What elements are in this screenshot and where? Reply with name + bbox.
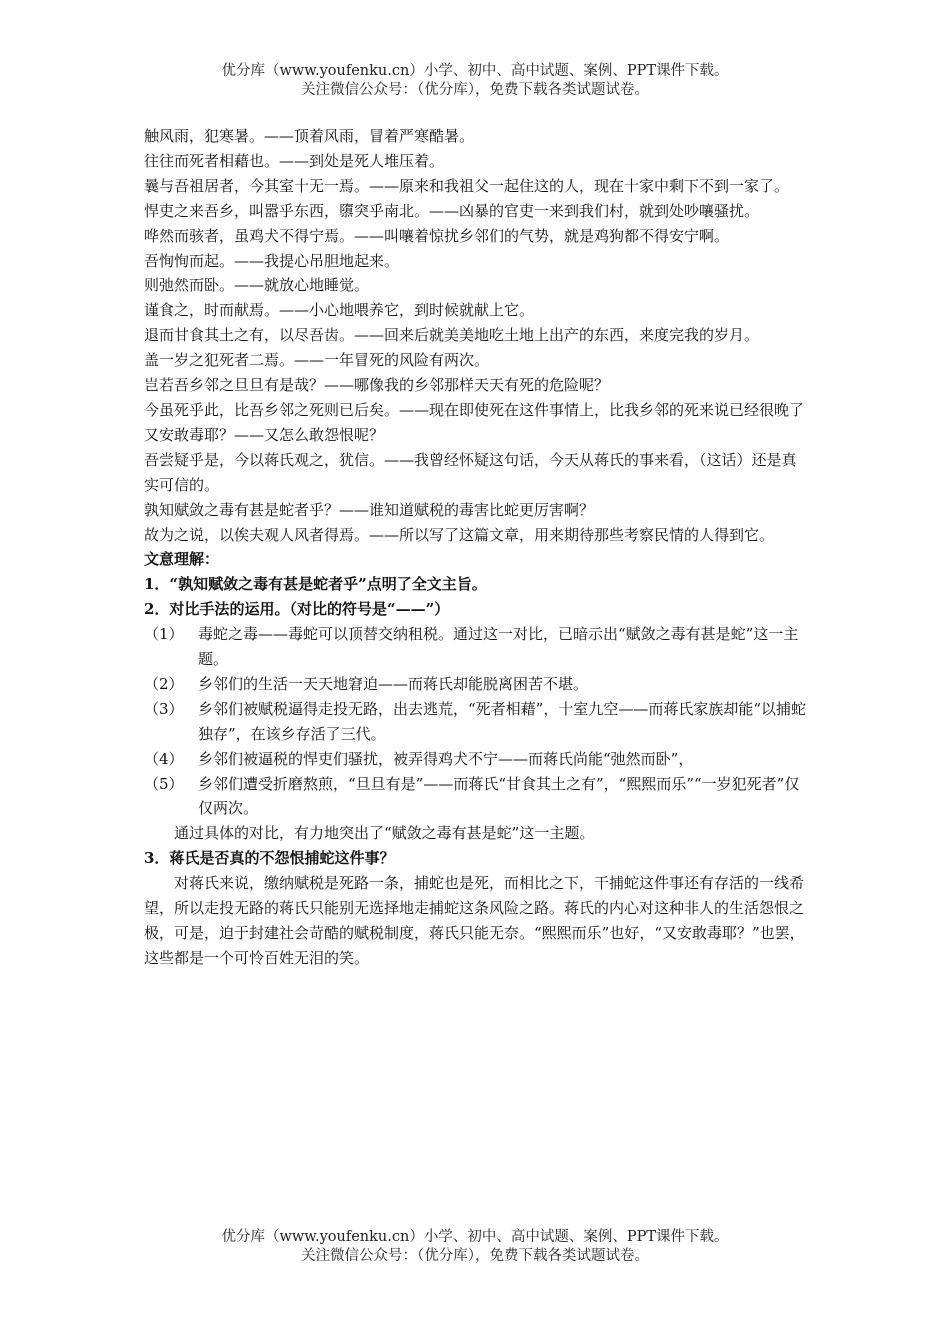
translation-line: 谨食之，时而献焉。——小心地喂养它，到时候就献上它。 [144,301,535,320]
section-title: 文意理解： [144,550,220,569]
point-2: 2．对比手法的运用。（对比的符号是“——”） [144,600,450,619]
contrast-item [144,747,808,772]
point-1: 1．“孰知赋敛之毒有甚是蛇者乎”点明了全文主旨。 [144,575,487,594]
translation-line: 曩与吾祖居者，今其室十无一焉。——原来和我祖父一起住这的人，现在十家中剩下不到一家了。 [144,176,790,195]
translation-line: 今虽死乎此，比吾乡邻之死则已后矣。——现在即使死在这件事情上，比我乡邻的死来说已经很晚了 [144,400,805,419]
translation-line: 触风雨，犯寒暑。——顶着风雨，冒着严寒酷暑。 [144,127,475,145]
translation-line: 悍吏之来吾乡，叫嚣乎东西，隳突乎南北。——凶暴的官吏一来到我们村，就到处吵嚷骚扰。 [144,201,760,220]
translation-list [144,124,808,547]
translation-line: 又安敢毒耶？——又怎么敢怨恨呢？ [144,425,385,444]
contrast-item [144,622,808,672]
header-line-1: 优分库（www.youfenku.cn）小学、初中、高中试题、案例、PPT课件下载。 [221,63,729,79]
translation-line: 哗然而骇者，虽鸡犬不得宁焉。——叫嚷着惊扰乡邻们的气势，就是鸡狗都不得安宁啊。 [144,226,730,245]
contrast-label: （2） [144,674,184,693]
translation-line: 则弛然而卧。——就放心地睡觉。 [144,276,370,295]
contrast-label: （1） [144,625,184,644]
contrast-item [144,772,808,822]
translation-line: 故为之说，以俟夫观人风者得焉。——所以写了这篇文章，用来期待那些考察民情的人得到它。 [144,525,775,544]
footer-line-2: 关注微信公众号：（优分库），免费下载各类试题试卷。 [301,1248,649,1264]
translation-line: 孰知赋敛之毒有甚是蛇者乎？——谁知道赋税的毒害比蛇更厉害啊？ [144,500,595,519]
contrast-text: 毒蛇之毒——毒蛇可以顶替交纳租税。通过这一对比，已暗示出“赋敛之毒有甚是蛇”这一主题。 [198,625,799,669]
header-line-2: 关注微信公众号：（优分库），免费下载各类试题试卷。 [301,82,649,98]
contrast-label: （5） [144,774,184,793]
footer-line-1: 优分库（www.youfenku.cn）小学、初中、高中试题、案例、PPT课件下载。 [221,1229,729,1245]
document-body [144,124,808,971]
contrast-text: 乡邻们的生活一天天地窘迫——而蒋氏却能脱离困苦不堪。 [198,674,589,693]
translation-line: 退而甘食其土之有，以尽吾齿。——回来后就美美地吃土地上出产的东西，来度完我的岁月。 [144,326,760,345]
page-header [0,62,950,100]
contrast-item [144,697,808,747]
contrast-text: 乡邻们被赋税逼得走投无路，出去逃荒，“死者相藉”，十室九空——而蒋氏家族却能“以捕蛇独存”，在该乡存活了三代。 [198,699,807,743]
point-3-text: 对蒋氏来说，缴纳赋税是死路一条，捕蛇也是死，而相比之下，干捕蛇这件事还有存活的一线希望，所以走投无路的蒋氏只能别无选择地走捕蛇这条风险之路。蒋氏的内心对这种非人的生活怨恨之极，可是，迫于封建社会苛酷的赋税制度，蒋氏只能无奈。“熙熙而乐”也好，“又安敢毒耶？”也罢，这些都是一个可怜百姓无泪的笑。 [144,874,805,967]
page-footer [0,1228,950,1266]
translation-line: 吾尝疑乎是，今以蒋氏观之，犹信。——我曾经怀疑这句话，今天从蒋氏的事来看，（这话）还是真实可信的。 [144,450,797,494]
contrast-item [144,672,808,697]
translation-line: 岂若吾乡邻之旦旦有是哉？——哪像我的乡邻那样天天有死的危险呢？ [144,376,610,395]
contrast-text: 乡邻们遭受折磨熬煎，“旦旦有是”——而蒋氏“甘食其土之有”，“熙熙而乐”“一岁犯死者”仅仅两次。 [198,774,800,818]
contrast-summary: 通过具体的对比，有力地突出了“赋敛之毒有甚是蛇”这一主题。 [174,824,595,843]
translation-line: 往往而死者相藉也。——到处是死人堆压着。 [144,151,445,170]
contrast-list [144,622,808,821]
contrast-text: 乡邻们被逼税的悍吏们骚扰，被弄得鸡犬不宁——而蒋氏尚能“弛然而卧”， [198,749,694,768]
contrast-label: （4） [144,749,184,768]
translation-line: 盖一岁之犯死者二焉。——一年冒死的风险有两次。 [144,351,490,370]
translation-line: 吾恂恂而起。——我提心吊胆地起来。 [144,251,400,270]
point-3: 3．蒋氏是否真的不怨恨捕蛇这件事？ [144,849,395,868]
contrast-label: （3） [144,699,184,718]
